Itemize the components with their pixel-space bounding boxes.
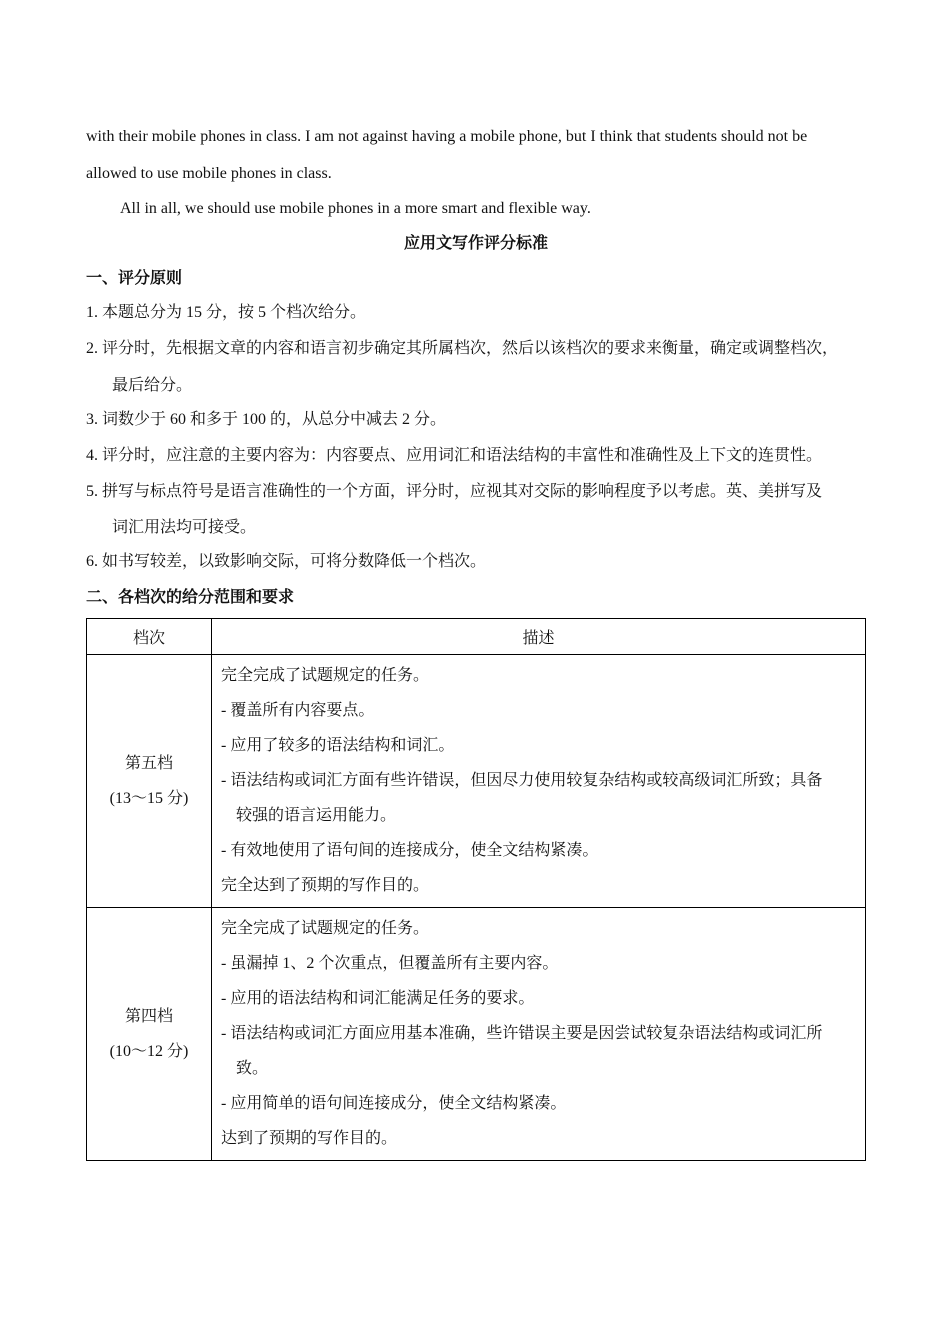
principle-item-2: 2. 评分时，先根据文章的内容和语言初步确定其所属档次，然后以该档次的要求来衡量，确定或调整档次， [86, 340, 839, 357]
section-heading-principles: 一、评分原则 [86, 270, 183, 287]
description-line: - 虽漏掉 1、2 个次重点，但覆盖所有主要内容。 [221, 955, 559, 972]
description-line: - 语法结构或词汇方面应用基本准确，些许错误主要是因尝试较复杂语法结构或词汇所 [221, 1025, 823, 1042]
description-line: 完全完成了试题规定的任务。 [221, 920, 430, 937]
description-cell [212, 908, 866, 1161]
body-text-line-3: All in all, we should use mobile phones in a more smart and flexible way. [120, 200, 591, 217]
level-range: (13～15 分) [109, 790, 189, 807]
principle-item-4: 4. 评分时，应注意的主要内容为：内容要点、应用词汇和语法结构的丰富性和准确性及上下文的连贯性。 [86, 447, 823, 464]
description-line: 完全完成了试题规定的任务。 [221, 667, 430, 684]
table-header-level: 档次 [87, 619, 212, 655]
scoring-table [86, 618, 866, 1161]
principle-item-3: 3. 词数少于 60 和多于 100 的，从总分中减去 2 分。 [86, 411, 447, 428]
body-text-line-1: with their mobile phones in class. I am not against having a mobile phone, but I think that students should not be [86, 128, 808, 145]
description-line: 达到了预期的写作目的。 [221, 1130, 398, 1147]
principle-item-2-cont: 最后给分。 [112, 377, 193, 394]
description-line: - 应用的语法结构和词汇能满足任务的要求。 [221, 990, 535, 1007]
table-header-description: 描述 [212, 619, 866, 655]
description-line: 致。 [236, 1060, 269, 1077]
description-line: 完全达到了预期的写作目的。 [221, 877, 430, 894]
description-line: - 应用简单的语句间连接成分，使全文结构紧凑。 [221, 1095, 567, 1112]
level-cell [87, 655, 212, 908]
page-title: 应用文写作评分标准 [403, 235, 548, 252]
description-line: - 覆盖所有内容要点。 [221, 702, 375, 719]
level-cell [87, 908, 212, 1161]
level-range: (10～12 分) [109, 1043, 189, 1060]
level-name: 第四档 [124, 1008, 173, 1025]
body-text-line-2: allowed to use mobile phones in class. [86, 165, 332, 182]
principle-item-1: 1. 本题总分为 15 分，按 5 个档次给分。 [86, 304, 367, 321]
principle-item-5-cont: 词汇用法均可接受。 [112, 519, 257, 536]
principle-item-5: 5. 拼写与标点符号是语言准确性的一个方面，评分时，应视其对交际的影响程度予以考虑。英、美拼写及 [86, 483, 823, 500]
table-row [87, 908, 866, 1161]
description-line: - 应用了较多的语法结构和词汇。 [221, 737, 455, 754]
description-line: 较强的语言运用能力。 [236, 807, 397, 824]
table-header-row [87, 619, 866, 655]
table-row [87, 655, 866, 908]
section-heading-levels: 二、各档次的给分范围和要求 [86, 589, 295, 606]
description-cell [212, 655, 866, 908]
description-line: - 语法结构或词汇方面有些许错误，但因尽力使用较复杂结构或较高级词汇所致；具备 [221, 772, 823, 789]
principle-item-6: 6. 如书写较差，以致影响交际，可将分数降低一个档次。 [86, 553, 487, 570]
description-line: - 有效地使用了语句间的连接成分，使全文结构紧凑。 [221, 842, 599, 859]
level-name: 第五档 [124, 755, 173, 772]
